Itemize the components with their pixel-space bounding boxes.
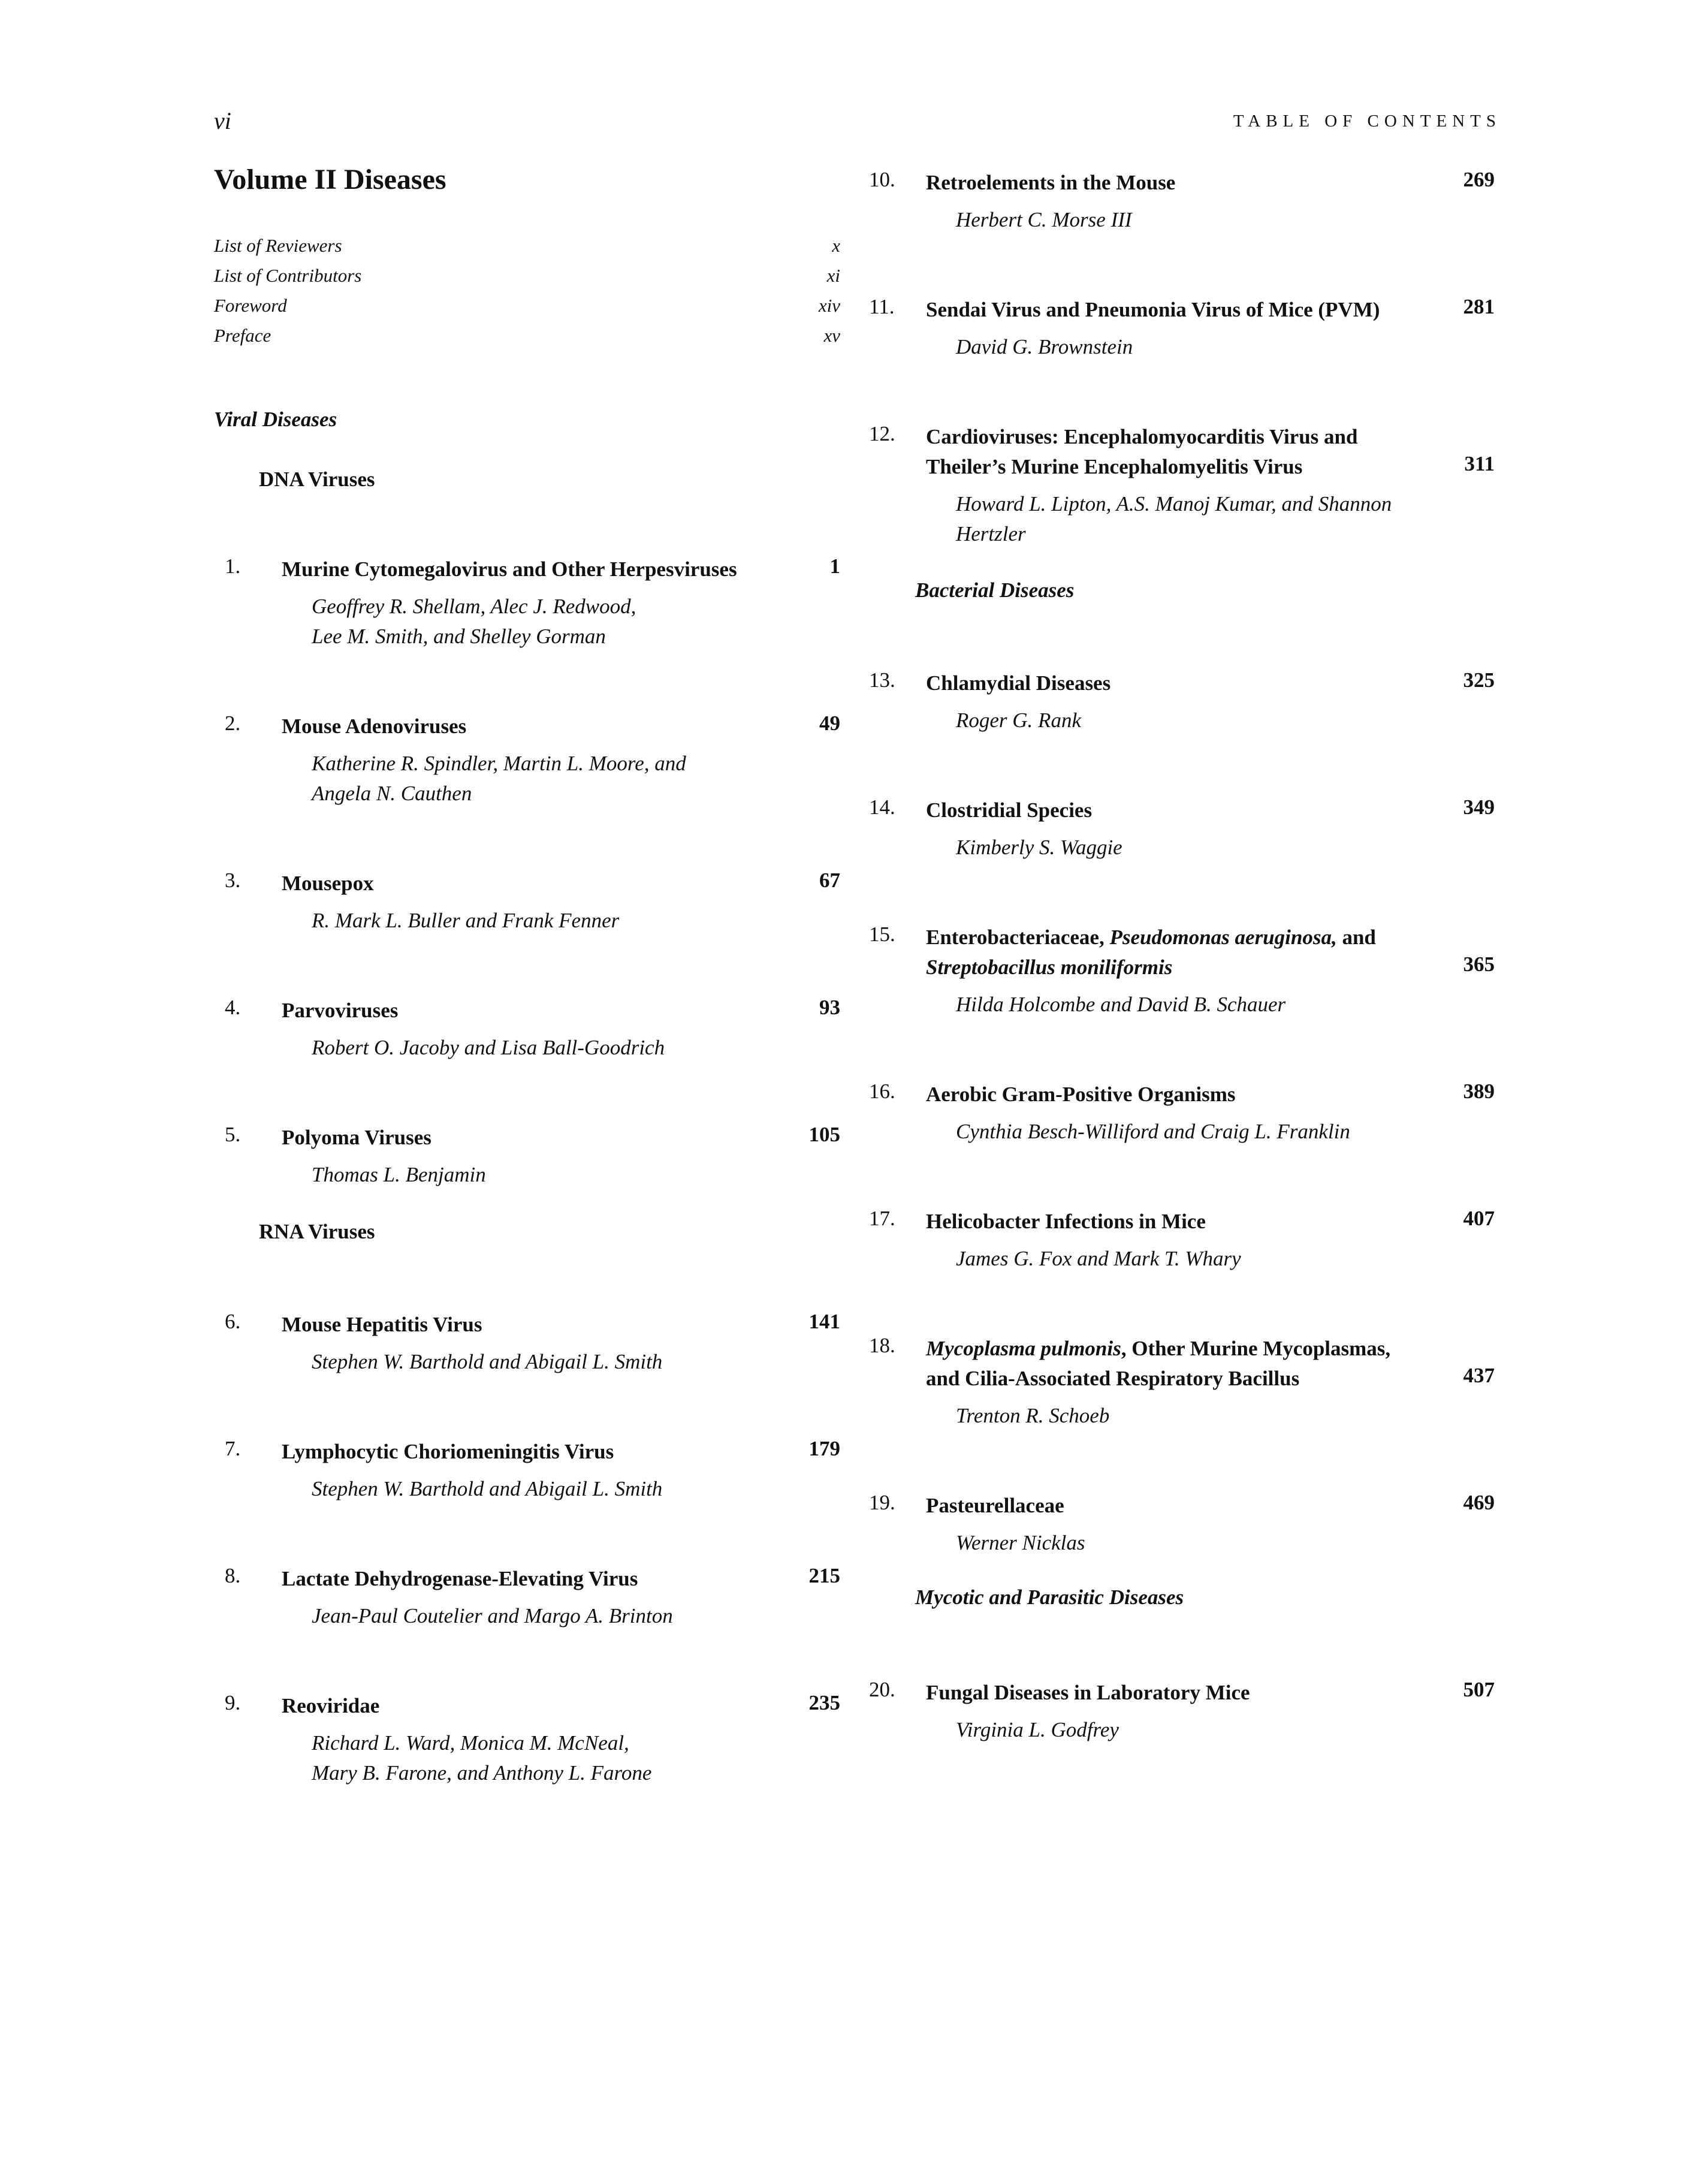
subsection-heading-dna: DNA Viruses xyxy=(259,468,375,491)
chapter-authors: Robert O. Jacoby and Lisa Ball-Goodrich xyxy=(312,1036,665,1059)
chapter-authors: David G. Brownstein xyxy=(956,335,1133,358)
chapter-authors: Werner Nicklas xyxy=(956,1531,1085,1554)
chapter-authors: Roger G. Rank xyxy=(956,709,1081,732)
chapter-authors: Stephen W. Barthold and Abigail L. Smith xyxy=(312,1350,663,1373)
front-matter-page: x xyxy=(832,235,840,256)
chapter-page: 141 xyxy=(808,1310,840,1333)
chapter-page: 49 xyxy=(819,712,840,735)
chapter-number: 15. xyxy=(869,923,895,946)
chapter-page: 281 xyxy=(1463,295,1495,318)
chapter-title: Clostridial Species xyxy=(926,798,1093,822)
chapter-authors: Kimberly S. Waggie xyxy=(956,836,1122,859)
chapter-authors: Hertzler xyxy=(956,522,1026,545)
chapter-number: 13. xyxy=(869,668,895,692)
chapter-number: 2. xyxy=(225,712,241,735)
chapter-title: Lactate Dehydrogenase-Elevating Virus xyxy=(282,1567,638,1590)
chapter-authors: Angela N. Cauthen xyxy=(312,782,472,805)
chapter-title: Polyoma Viruses xyxy=(282,1126,431,1149)
chapter-number: 5. xyxy=(225,1123,241,1146)
chapter-authors: James G. Fox and Mark T. Whary xyxy=(956,1247,1241,1270)
front-matter-label: Preface xyxy=(214,325,271,346)
chapter-page: 215 xyxy=(808,1564,840,1587)
chapter-title: Mouse Hepatitis Virus xyxy=(282,1313,482,1336)
chapter-title: Cardioviruses: Encephalomyocarditis Virus and xyxy=(926,425,1358,448)
chapter-number: 18. xyxy=(869,1334,895,1357)
chapter-number: 17. xyxy=(869,1207,895,1230)
chapter-page: 311 xyxy=(1464,452,1495,475)
chapter-title: Fungal Diseases in Laboratory Mice xyxy=(926,1681,1250,1704)
chapter-title: Chlamydial Diseases xyxy=(926,671,1111,695)
chapter-title: Reoviridae xyxy=(282,1694,380,1717)
chapter-title xyxy=(926,923,1453,953)
section-heading-bacterial: Bacterial Diseases xyxy=(915,578,1075,602)
chapter-page: 269 xyxy=(1463,168,1495,191)
chapter-title: Helicobacter Infections in Mice xyxy=(926,1210,1206,1233)
chapter-page: 235 xyxy=(808,1691,840,1714)
chapter-title-part: Enterobacteriaceae, xyxy=(926,926,1110,949)
chapter-authors: Herbert C. Morse III xyxy=(956,208,1132,231)
front-matter-label: List of Contributors xyxy=(214,265,362,286)
chapter-page: 349 xyxy=(1463,795,1495,819)
chapter-authors: Lee M. Smith, and Shelley Gorman xyxy=(312,625,606,648)
chapter-page: 105 xyxy=(808,1123,840,1146)
chapter-authors: Mary B. Farone, and Anthony L. Farone xyxy=(312,1761,652,1785)
chapter-title: Lymphocytic Choriomeningitis Virus xyxy=(282,1440,614,1463)
chapter-page: 469 xyxy=(1463,1491,1495,1514)
chapter-page: 365 xyxy=(1463,953,1495,976)
chapter-number: 1. xyxy=(225,554,241,578)
chapter-page: 67 xyxy=(819,869,840,892)
chapter-title-line2: Theiler’s Murine Encephalomyelitis Virus xyxy=(926,455,1303,478)
chapter-number: 20. xyxy=(869,1678,895,1701)
chapter-number: 12. xyxy=(869,422,895,445)
chapter-title: Mouse Adenoviruses xyxy=(282,715,467,738)
front-matter-page: xv xyxy=(823,325,840,346)
chapter-authors: Virginia L. Godfrey xyxy=(956,1718,1119,1741)
chapter-title: Retroelements in the Mouse xyxy=(926,171,1176,194)
folio: vi xyxy=(214,107,231,134)
chapter-title: Mousepox xyxy=(282,872,374,895)
chapter-page: 179 xyxy=(808,1437,840,1460)
chapter-title: Sendai Virus and Pneumonia Virus of Mice (PVM) xyxy=(926,298,1380,321)
chapter-title-italic: Mycoplasma pulmonis xyxy=(926,1337,1121,1360)
chapter-number: 6. xyxy=(225,1310,241,1333)
section-heading-mycotic: Mycotic and Parasitic Diseases xyxy=(915,1586,1184,1609)
chapter-number: 10. xyxy=(869,168,895,191)
front-matter-label: List of Reviewers xyxy=(214,235,342,256)
chapter-title-italic: Pseudomonas aeruginosa, xyxy=(1109,926,1337,949)
chapter-authors: Stephen W. Barthold and Abigail L. Smith xyxy=(312,1477,663,1500)
chapter-page: 407 xyxy=(1463,1207,1495,1230)
chapter-title: Murine Cytomegalovirus and Other Herpesviruses xyxy=(282,557,737,581)
chapter-authors: Hilda Holcombe and David B. Schauer xyxy=(956,993,1286,1016)
chapter-authors: Howard L. Lipton, A.S. Manoj Kumar, and Shannon xyxy=(956,492,1392,516)
chapter-page: 437 xyxy=(1463,1364,1495,1387)
front-matter-label: Foreword xyxy=(214,295,287,316)
front-matter-page: xiv xyxy=(818,295,840,316)
front-matter-row[interactable] xyxy=(214,325,840,346)
chapter-authors: Geoffrey R. Shellam, Alec J. Redwood, xyxy=(312,595,636,618)
chapter-authors: R. Mark L. Buller and Frank Fenner xyxy=(312,909,620,932)
chapter-title: Parvoviruses xyxy=(282,999,399,1022)
chapter-title-part: , Other Murine Mycoplasmas, xyxy=(1121,1337,1391,1360)
chapter-title-line2 xyxy=(926,953,1453,982)
chapter-title xyxy=(926,1334,1453,1364)
subsection-heading-rna: RNA Viruses xyxy=(259,1220,375,1243)
chapter-number: 4. xyxy=(225,996,241,1019)
front-matter-row[interactable] xyxy=(214,235,840,257)
chapter-page: 1 xyxy=(829,554,840,578)
running-head: TABLE OF CONTENTS xyxy=(1233,111,1501,131)
chapter-number: 16. xyxy=(869,1080,895,1103)
chapter-number: 11. xyxy=(869,295,895,318)
chapter-page: 507 xyxy=(1463,1678,1495,1701)
chapter-page: 93 xyxy=(819,996,840,1019)
chapter-number: 19. xyxy=(869,1491,895,1514)
chapter-page: 325 xyxy=(1463,668,1495,692)
chapter-number: 8. xyxy=(225,1564,241,1587)
chapter-title-line2: and Cilia-Associated Respiratory Bacillus xyxy=(926,1367,1300,1390)
chapter-title-part: and xyxy=(1336,926,1376,949)
front-matter-page: xi xyxy=(826,265,840,286)
chapter-title-italic: Streptobacillus moniliformis xyxy=(926,956,1173,979)
chapter-title: Aerobic Gram-Positive Organisms xyxy=(926,1083,1236,1106)
chapter-number: 3. xyxy=(225,869,241,892)
front-matter-row[interactable] xyxy=(214,265,840,287)
chapter-page: 389 xyxy=(1463,1080,1495,1103)
chapter-number: 7. xyxy=(225,1437,241,1460)
volume-title: Volume II Diseases xyxy=(214,164,446,195)
chapter-authors: Richard L. Ward, Monica M. McNeal, xyxy=(312,1731,629,1755)
chapter-number: 9. xyxy=(225,1691,241,1714)
front-matter-row[interactable] xyxy=(214,295,840,317)
chapter-authors: Thomas L. Benjamin xyxy=(312,1163,486,1186)
chapter-authors: Cynthia Besch-Williford and Craig L. Franklin xyxy=(956,1120,1350,1143)
chapter-authors: Katherine R. Spindler, Martin L. Moore, and xyxy=(312,752,686,775)
chapter-authors: Trenton R. Schoeb xyxy=(956,1404,1110,1427)
chapter-number: 14. xyxy=(869,795,895,819)
chapter-authors: Jean-Paul Coutelier and Margo A. Brinton xyxy=(312,1604,673,1627)
chapter-title: Pasteurellaceae xyxy=(926,1494,1064,1517)
section-heading-viral: Viral Diseases xyxy=(214,408,337,431)
